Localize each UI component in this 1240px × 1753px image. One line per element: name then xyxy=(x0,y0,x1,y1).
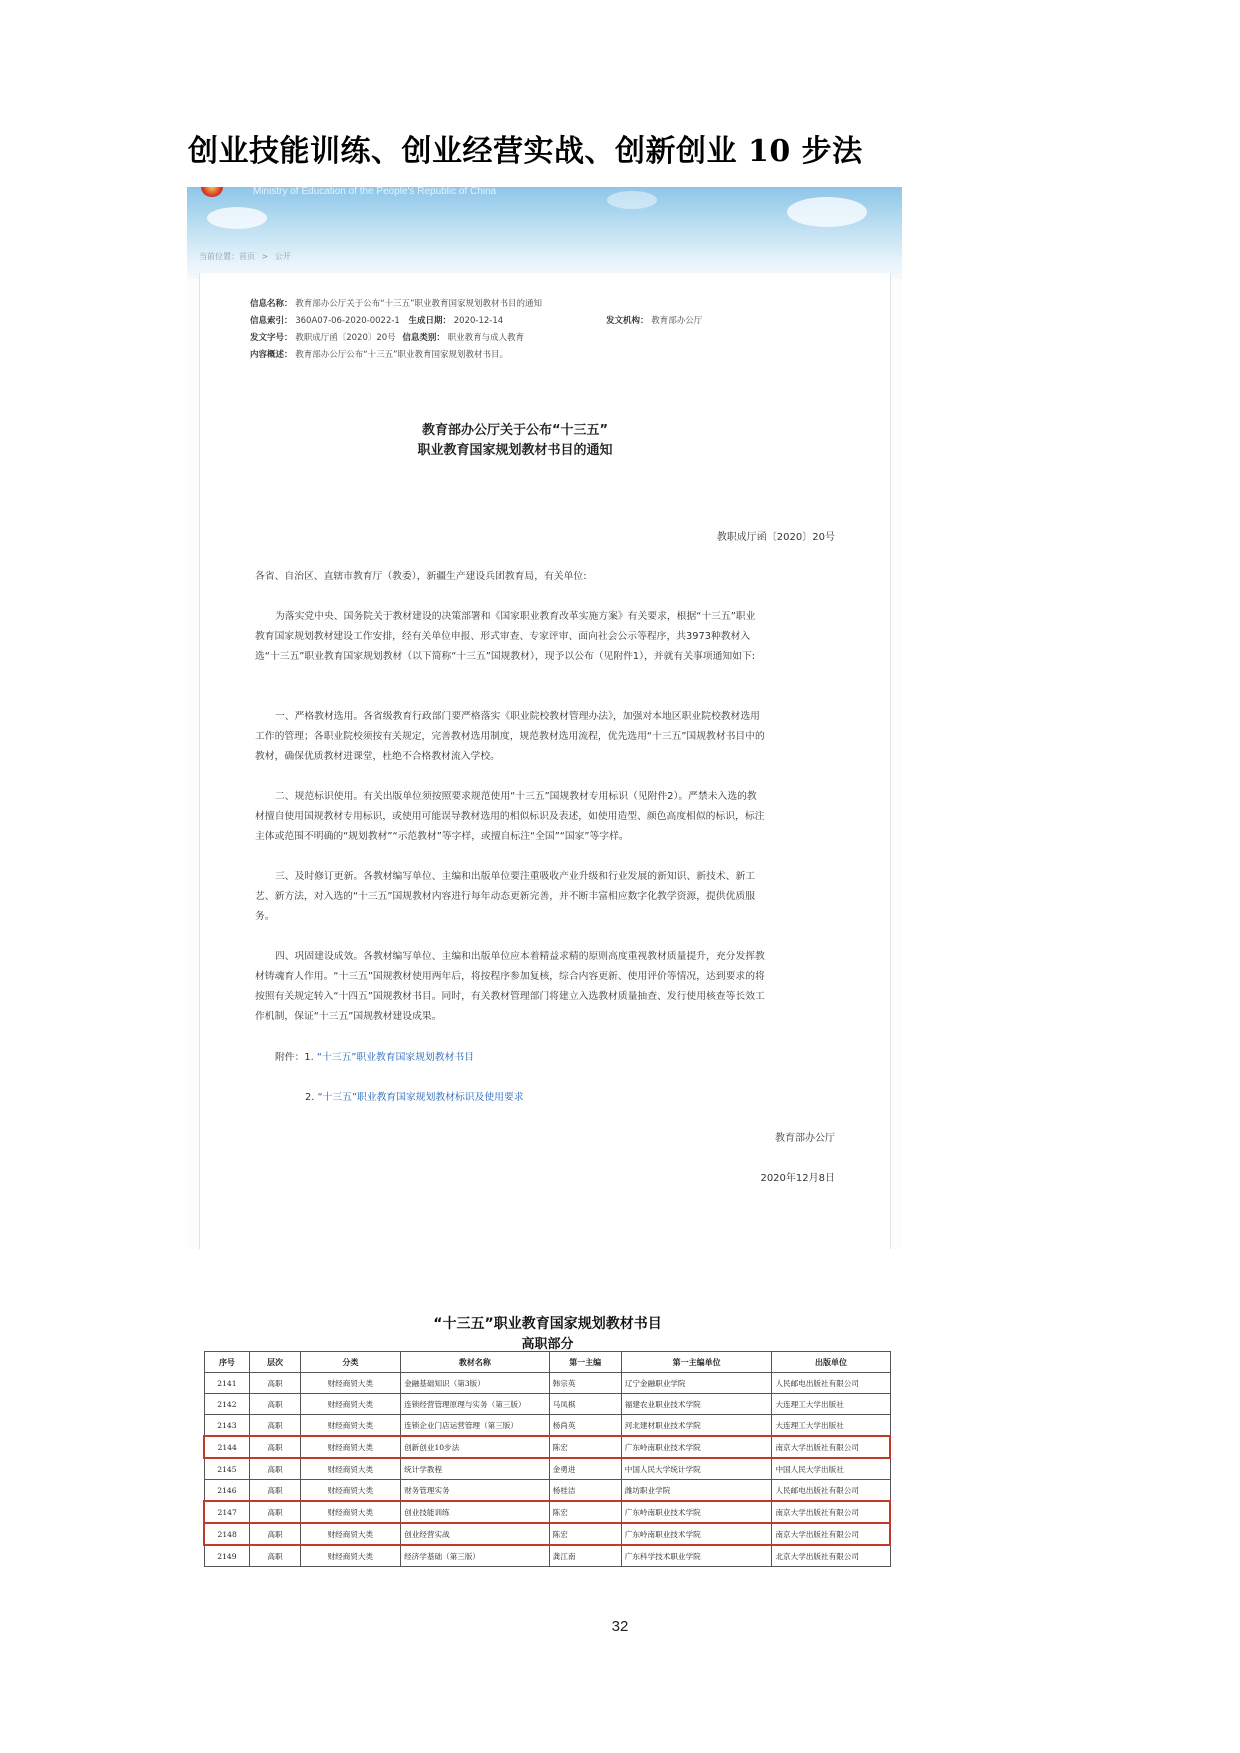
cell-name: 连锁经营管理原理与实务（第三版） xyxy=(401,1394,550,1415)
cell-name: 经济学基础（第三版） xyxy=(401,1545,550,1567)
header-category: 分类 xyxy=(300,1352,400,1373)
cell-no: 2144 xyxy=(204,1436,250,1458)
cell-name: 创业技能训练 xyxy=(401,1501,550,1523)
meta-docno-value: 教职成厅函〔2020〕20号 xyxy=(295,333,396,343)
cell-editor: 龚江南 xyxy=(549,1545,621,1567)
banner-ministry-text: Ministry of Education of the People's Republic of China xyxy=(253,187,497,197)
meta-index-label: 信息索引： xyxy=(250,316,293,326)
cell-cat: 财经商贸大类 xyxy=(300,1436,400,1458)
cell-level: 高职 xyxy=(250,1480,300,1502)
notice-title-line2: 职业教育国家规划教材书目的通知 xyxy=(417,443,613,458)
cell-cat: 财经商贸大类 xyxy=(300,1458,400,1480)
meta-name-label: 信息名称： xyxy=(250,299,293,309)
signature-date: 2020年12月8日 xyxy=(760,1173,835,1184)
cell-unit: 广东岭南职业技术学院 xyxy=(621,1501,772,1523)
table-row-highlighted xyxy=(204,1523,890,1545)
cell-no: 2145 xyxy=(204,1458,250,1480)
paragraph-intro: 为落实党中央、国务院关于教材建设的决策部署和《国家职业教育改革实施方案》有关要求，根据“十三五”职业教育国家规划教材建设工作安排，经有关单位申报、形式审查、专家评审、面向社会公示等程序，共3973种教材入选“十三五”职业教育国家规划教材（以下简称“十三五”国规教材），现予以公布（见附件1），并就有关事项通知如下: xyxy=(255,611,756,662)
cell-unit: 广东岭南职业技术学院 xyxy=(621,1436,772,1458)
salutation: 各省、自治区、直辖市教育厅（教委），新疆生产建设兵团教育局，有关单位: xyxy=(255,571,587,582)
cell-cat: 财经商贸大类 xyxy=(300,1523,400,1545)
meta-date-value: 2020-12-14 xyxy=(453,316,504,326)
table-row xyxy=(204,1458,890,1480)
header-editor: 第一主编 xyxy=(549,1352,621,1373)
article-panel xyxy=(199,273,891,1249)
meta-category-label: 信息类别： xyxy=(402,333,445,343)
cell-cat: 财经商贸大类 xyxy=(300,1480,400,1502)
meta-docno-label: 发文字号： xyxy=(250,333,293,343)
cell-editor: 金勇进 xyxy=(549,1458,621,1480)
attachment-1-link[interactable]: “十三五”职业教育国家规划教材书目 xyxy=(316,1052,474,1063)
cell-pub: 南京大学出版社有限公司 xyxy=(772,1523,890,1545)
cell-name: 统计学教程 xyxy=(401,1458,550,1480)
cell-name: 金融基础知识（第3版） xyxy=(401,1373,550,1394)
cell-cat: 财经商贸大类 xyxy=(300,1373,400,1394)
cell-editor: 陈宏 xyxy=(549,1501,621,1523)
cell-unit: 河北建材职业技术学院 xyxy=(621,1415,772,1437)
cell-editor: 马凤棋 xyxy=(549,1394,621,1415)
notice-screenshot xyxy=(187,187,902,1249)
national-emblem-icon xyxy=(201,187,223,197)
cell-editor: 杨桂洁 xyxy=(549,1480,621,1502)
cell-level: 高职 xyxy=(250,1458,300,1480)
header-no: 序号 xyxy=(204,1352,250,1373)
cell-cat: 财经商贸大类 xyxy=(300,1415,400,1437)
catalogue-subtitle: 高职部分 xyxy=(521,1337,574,1352)
cell-editor: 杨尚英 xyxy=(549,1415,621,1437)
meta-index-value: 360A07-06-2020-0022-1 xyxy=(295,316,400,326)
meta-category-value: 职业教育与成人教育 xyxy=(447,333,525,343)
cell-unit: 广东岭南职业技术学院 xyxy=(621,1523,772,1545)
cell-level: 高职 xyxy=(250,1501,300,1523)
cell-level: 高职 xyxy=(250,1523,300,1545)
cell-no: 2143 xyxy=(204,1415,250,1437)
cell-editor: 韩宗英 xyxy=(549,1373,621,1394)
cell-no: 2142 xyxy=(204,1394,250,1415)
table-row-highlighted xyxy=(204,1501,890,1523)
table-row xyxy=(204,1545,890,1567)
header-textbook: 教材名称 xyxy=(401,1352,550,1373)
cell-unit: 辽宁金融职业学院 xyxy=(621,1373,772,1394)
header-publisher: 出版单位 xyxy=(772,1352,890,1373)
cell-cat: 财经商贸大类 xyxy=(300,1394,400,1415)
cell-unit: 广东科学技术职业学院 xyxy=(621,1545,772,1567)
breadcrumb-home-link[interactable]: 当前位置：首页 xyxy=(199,252,255,261)
site-banner xyxy=(187,187,902,279)
meta-org-value: 教育部办公厅 xyxy=(651,316,703,326)
cell-pub: 人民邮电出版社有限公司 xyxy=(772,1480,890,1502)
meta-date-label: 生成日期： xyxy=(408,316,452,326)
catalogue-table xyxy=(203,1351,891,1567)
table-row xyxy=(204,1415,890,1437)
notice-title-line1: 教育部办公厅关于公布“十三五” xyxy=(421,423,609,438)
info-metadata xyxy=(250,296,703,364)
cell-cat: 财经商贸大类 xyxy=(300,1501,400,1523)
catalogue-title: “十三五”职业教育国家规划教材书目 xyxy=(433,1316,662,1332)
cell-name: 创业经营实战 xyxy=(401,1523,550,1545)
cell-name: 连锁企业门店运营管理（第三版） xyxy=(401,1415,550,1437)
meta-org-label: 发文机构： xyxy=(606,316,649,326)
paragraph-2: 二、规范标识使用。有关出版单位须按照要求规范使用“十三五”国规教材专用标识（见附件2）。严禁未入选的教材擅自使用国规教材专用标识，或使用可能误导教材选用的相似标识及表述，如使用造型、颜色高度相似的标识，标注主体或范围不明确的“规划教材”“示范教材”等字样，或擅自标注“全国”“国家”等字样。 xyxy=(255,791,765,842)
breadcrumb-public-link[interactable]: 公开 xyxy=(274,252,291,261)
cell-name: 财务管理实务 xyxy=(401,1480,550,1502)
breadcrumb xyxy=(199,251,295,262)
table-row xyxy=(204,1373,890,1394)
cell-no: 2141 xyxy=(204,1373,250,1394)
cell-name: 创新创业10步法 xyxy=(401,1436,550,1458)
attachment-2 xyxy=(305,1089,524,1103)
cell-level: 高职 xyxy=(250,1373,300,1394)
table-row xyxy=(204,1394,890,1415)
cell-pub: 大连理工大学出版社 xyxy=(772,1415,890,1437)
cell-editor: 陈宏 xyxy=(549,1523,621,1545)
paragraph-1: 一、严格教材选用。各省级教育行政部门要严格落实《职业院校教材管理办法》，加强对本地区职业院校教材选用工作的管理；各职业院校须按有关规定，完善教材选用制度，规范教材选用流程，优先选用“十三五”国规教材书目中的教材，确保优质教材进课堂，杜绝不合格教材流入学校。 xyxy=(255,711,765,762)
cell-level: 高职 xyxy=(250,1394,300,1415)
paragraph-3: 三、及时修订更新。各教材编写单位、主编和出版单位要注重吸收产业升级和行业发展的新知识、新技术、新工艺、新方法，对入选的“十三五”国规教材内容进行每年动态更新完善，并不断丰富相应数字化教学资源，提供优质服务。 xyxy=(255,871,756,922)
cell-no: 2146 xyxy=(204,1480,250,1502)
cell-no: 2148 xyxy=(204,1523,250,1545)
cell-unit: 福建农业职业技术学院 xyxy=(621,1394,772,1415)
meta-summary-value: 教育部办公厅公布“十三五”职业教育国家规划教材书目。 xyxy=(295,350,509,360)
table-row xyxy=(204,1480,890,1502)
page-heading: 创业技能训练、创业经营实战、创新创业 10 步法 xyxy=(188,134,863,169)
cell-pub: 人民邮电出版社有限公司 xyxy=(772,1373,890,1394)
attachment-2-prefix: 2. xyxy=(305,1092,315,1103)
cell-pub: 北京大学出版社有限公司 xyxy=(772,1545,890,1567)
cell-level: 高职 xyxy=(250,1436,300,1458)
attachment-2-link[interactable]: “十三五”职业教育国家规划教材标识及使用要求 xyxy=(317,1092,524,1103)
header-level: 层次 xyxy=(250,1352,300,1373)
cell-pub: 南京大学出版社有限公司 xyxy=(772,1436,890,1458)
signer: 教育部办公厅 xyxy=(775,1133,835,1144)
cell-unit: 潍坊职业学院 xyxy=(621,1480,772,1502)
table-body xyxy=(204,1373,890,1567)
attachment-prefix: 附件：1. xyxy=(275,1052,314,1063)
header-editor-unit: 第一主编单位 xyxy=(621,1352,772,1373)
cell-unit: 中国人民大学统计学院 xyxy=(621,1458,772,1480)
cell-pub: 大连理工大学出版社 xyxy=(772,1394,890,1415)
catalogue-screenshot xyxy=(180,1303,915,1583)
cell-cat: 财经商贸大类 xyxy=(300,1545,400,1567)
notice-title xyxy=(200,421,830,461)
cell-editor: 陈宏 xyxy=(549,1436,621,1458)
cell-pub: 南京大学出版社有限公司 xyxy=(772,1501,890,1523)
table-header-row xyxy=(204,1352,890,1373)
paragraph-4: 四、巩固建设成效。各教材编写单位、主编和出版单位应本着精益求精的原则高度重视教材质量提升，充分发挥教材铸魂育人作用。“十三五”国规教材使用两年后，将按程序参加复核，综合内容更新、使用评价等情况，达到要求的将按照有关规定转入“十四五”国规教材书目。同时，有关教材管理部门将建立入选教材质量抽查、发行使用核查等长效工作机制，保证“十三五”国规教材建设成果。 xyxy=(255,951,765,1022)
cell-no: 2149 xyxy=(204,1545,250,1567)
breadcrumb-separator: > xyxy=(261,252,269,261)
cell-level: 高职 xyxy=(250,1415,300,1437)
cell-pub: 中国人民大学出版社 xyxy=(772,1458,890,1480)
meta-name-value: 教育部办公厅关于公布“十三五”职业教育国家规划教材书目的通知 xyxy=(295,299,543,309)
document-number: 教职成厅函〔2020〕20号 xyxy=(716,532,835,543)
cell-no: 2147 xyxy=(204,1501,250,1523)
attachment-1 xyxy=(275,1049,474,1063)
cell-level: 高职 xyxy=(250,1545,300,1567)
page-number: 32 xyxy=(611,1618,629,1635)
meta-summary-label: 内容概述： xyxy=(250,350,293,360)
table-row-highlighted xyxy=(204,1436,890,1458)
